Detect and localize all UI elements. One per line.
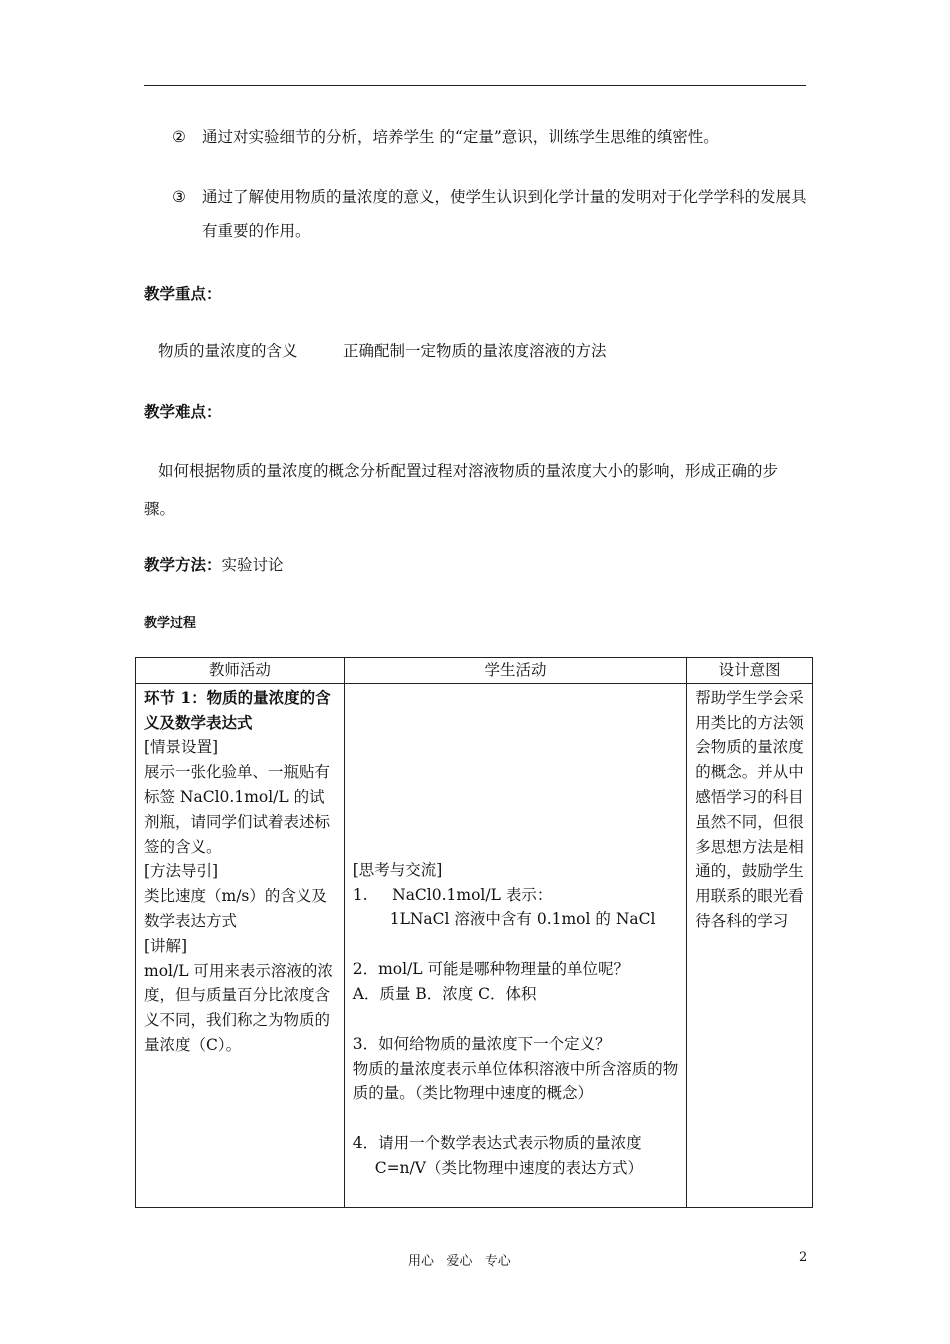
difficulties-text: 如何根据物质的量浓度的概念分析配置过程对溶液物质的量浓度大小的影响，形成正确的步骤。 — [144, 462, 779, 518]
footer-motto: 用心 爱心 专心 — [408, 1254, 511, 1269]
question-4: 4．请用一个数学表达式表示物质的量浓度 — [352, 1134, 642, 1153]
key-point-1: 物质的量浓度的含义 — [158, 342, 298, 360]
question-2-options: A．质量 B．浓度 C．体积 — [352, 984, 537, 1003]
teacher-line: mol/L 可用来表示溶液的浓度，但与质量百分比浓度含义不同，我们称之为物质的量浓度（C）。 — [144, 961, 333, 1054]
method-heading: 教学方法： — [144, 555, 222, 574]
teacher-activity-cell — [136, 683, 345, 1207]
teacher-line: [情景设置] — [144, 738, 219, 757]
design-intent-text: 帮助学生学会采用类比的方法领会物质的量浓度的概念。并从中感悟学习的科目虽然不同，但很多思想方法是相通的，鼓励学生用联系的眼光看待各科的学习 — [695, 688, 804, 930]
page-number: 2 — [799, 1250, 808, 1265]
objective-2 — [172, 120, 812, 154]
teacher-line: 类比速度（m/s）的含义及数学表达方式 — [144, 887, 327, 930]
process-table — [135, 657, 813, 1208]
method-line — [144, 553, 284, 575]
answer-3: 物质的量浓度表示单位体积溶液中所含溶质的物质的量。（类比物理中速度的概念） — [352, 1059, 679, 1103]
answer-1: 1LNaCl 溶液中含有 0.1mol 的 NaCl — [389, 910, 656, 929]
design-intent-cell — [687, 683, 813, 1207]
teacher-line: 展示一张化验单、一瓶贴有标签 NaCl0.1mol/L 的试剂瓶，请同学们试着表述标签的含义。 — [144, 763, 331, 856]
process-heading: 教学过程 — [144, 616, 197, 631]
answer-4: C=n/V（类比物理中速度的表达方式） — [374, 1158, 643, 1177]
question-1: 1. NaCl0.1mol/L 表示： — [352, 885, 553, 904]
objective-2-text: 通过对实验细节的分析，培养学生 的“定量”意识，训练学生思维的缜密性。 — [202, 128, 719, 146]
teacher-line: [方法导引] — [144, 862, 219, 881]
key-points-heading: 教学重点： — [144, 284, 222, 303]
header-rule — [144, 85, 806, 86]
key-point-2: 正确配制一定物质的量浓度溶液的方法 — [343, 342, 607, 360]
segment-title: 环节 1：物质的量浓度的含义及数学表达式 — [144, 687, 331, 732]
header-design: 设计意图 — [687, 658, 813, 684]
objective-3-marker: ③ — [172, 188, 186, 206]
think-heading: [思考与交流] — [352, 860, 443, 879]
question-3: 3．如何给物质的量浓度下一个定义？ — [352, 1034, 611, 1053]
objective-2-marker: ② — [172, 128, 186, 146]
question-2: 2．mol/L 可能是哪种物理量的单位呢？ — [352, 960, 629, 979]
table-row — [136, 683, 813, 1207]
method-text: 实验讨论 — [221, 556, 284, 574]
objective-3 — [172, 180, 812, 248]
student-activity-cell — [344, 683, 687, 1207]
difficulties-heading: 教学难点： — [144, 402, 222, 421]
teacher-line: [讲解] — [144, 936, 188, 955]
header-student: 学生活动 — [344, 658, 687, 684]
objective-3-text: 通过了解使用物质的量浓度的意义，使学生认识到化学计量的发明对于化学学科的发展具有重要的作用。 — [202, 188, 807, 240]
header-teacher: 教师活动 — [136, 658, 345, 684]
table-header-row — [136, 658, 813, 684]
